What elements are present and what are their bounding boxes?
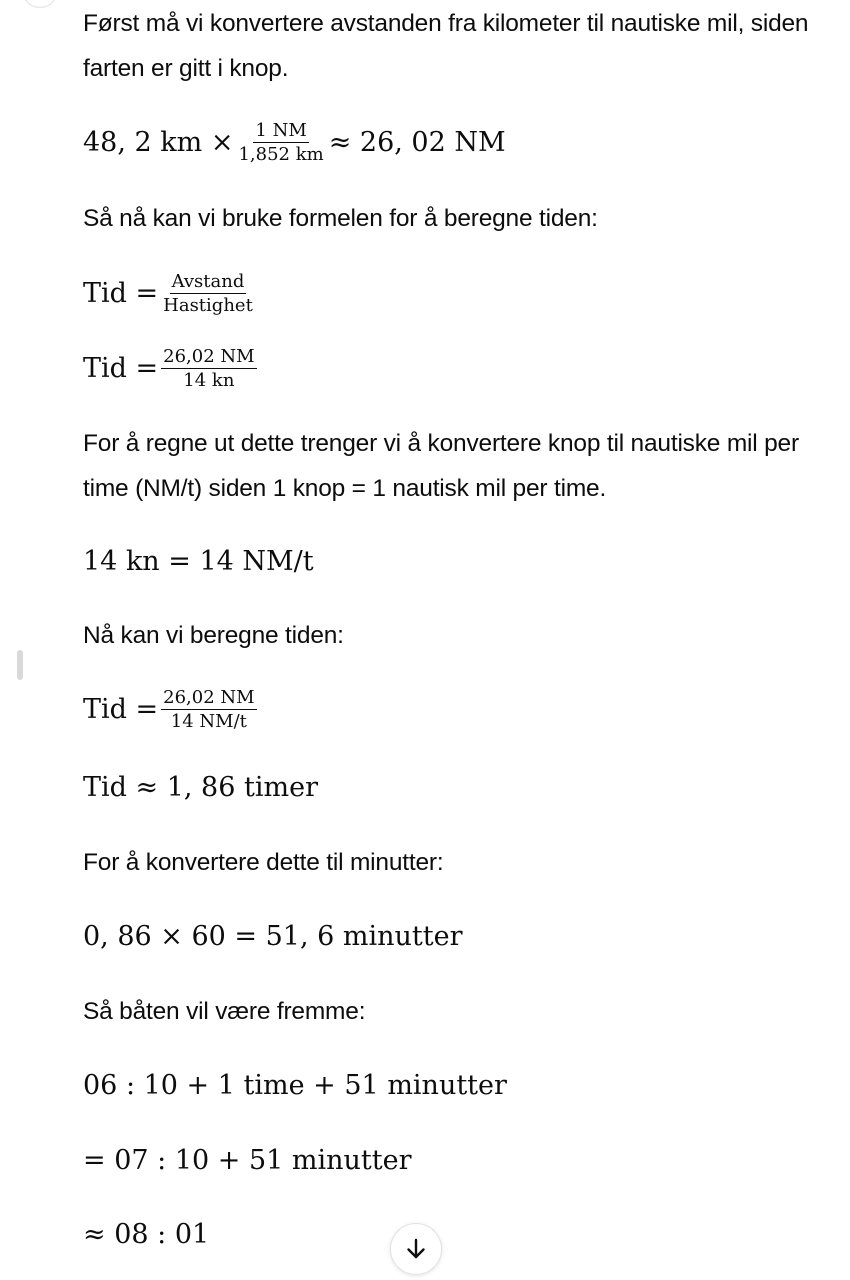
equation-formula-units-left: Tid = <box>83 693 159 725</box>
fraction-denominator: 1,852 km <box>238 143 324 165</box>
fraction-numerator: 26,02 NM <box>163 345 255 367</box>
arrow-down-icon <box>405 1237 427 1261</box>
scroll-handle[interactable] <box>17 650 23 680</box>
equation-distance-left: 48, 2 km × <box>83 126 234 158</box>
fraction-numerator: 26,02 NM <box>163 686 255 708</box>
equation-formula-values-left: Tid = <box>83 352 159 384</box>
equation-formula-units <box>83 687 260 731</box>
paragraph-arrival-intro: Så båten vil være fremme: <box>83 998 366 1025</box>
equation-formula-left: Tid = <box>83 277 159 309</box>
paragraph-minutes-intro: For å konvertere dette til minutter: <box>83 849 444 876</box>
equation-formula-values <box>83 346 260 390</box>
equation-formula-units-fraction <box>161 687 256 732</box>
scroll-down-button[interactable] <box>390 1223 442 1275</box>
equation-formula-fraction <box>161 271 255 316</box>
fraction-numerator: 1 NM <box>255 119 307 141</box>
equation-minutes-result <box>83 916 463 956</box>
fraction-denominator: 14 kn <box>183 369 235 391</box>
fraction-denominator: 14 NM/t <box>170 710 247 732</box>
paragraph-compute-intro: Nå kan vi beregne tiden: <box>83 622 344 649</box>
equation-arrival-step1-text: 06 : 10 + 1 time + 51 minutter <box>83 1069 507 1101</box>
equation-minutes-result-text: 0, 86 × 60 = 51, 6 minutter <box>83 920 463 952</box>
equation-arrival-step1 <box>83 1065 507 1105</box>
equation-time-result-text: Tid ≈ 1, 86 timer <box>83 771 318 803</box>
equation-arrival-final <box>83 1214 209 1254</box>
top-button-edge <box>22 0 58 8</box>
paragraph-formula-intro: Så nå kan vi bruke formelen for å beregne tiden: <box>83 205 598 232</box>
equation-arrival-step2 <box>83 1140 412 1180</box>
equation-arrival-step2-text: = 07 : 10 + 51 minutter <box>83 1144 412 1176</box>
fraction-denominator: Hastighet <box>163 294 253 316</box>
equation-arrival-final-text: ≈ 08 : 01 <box>83 1218 210 1250</box>
equation-formula <box>83 271 258 315</box>
equation-knot-conversion <box>83 541 314 581</box>
fraction-numerator: Avstand <box>171 270 245 292</box>
paragraph-intro: Først må vi konvertere avstanden fra kilometer til nautiske mil, siden farten er gitt i knop. <box>83 10 809 82</box>
paragraph-knot-intro: For å regne ut dette trenger vi å konvertere knop til nautiske mil per time (NM/t) siden 1 knop = 1 nautisk mil per time. <box>83 430 799 502</box>
equation-distance <box>83 120 506 164</box>
equation-time-result <box>83 767 318 807</box>
equation-knot-conversion-text: 14 kn = 14 NM/t <box>83 545 314 577</box>
equation-formula-values-fraction <box>161 346 256 391</box>
equation-distance-right: ≈ 26, 02 NM <box>328 126 506 158</box>
equation-distance-fraction <box>236 120 325 165</box>
